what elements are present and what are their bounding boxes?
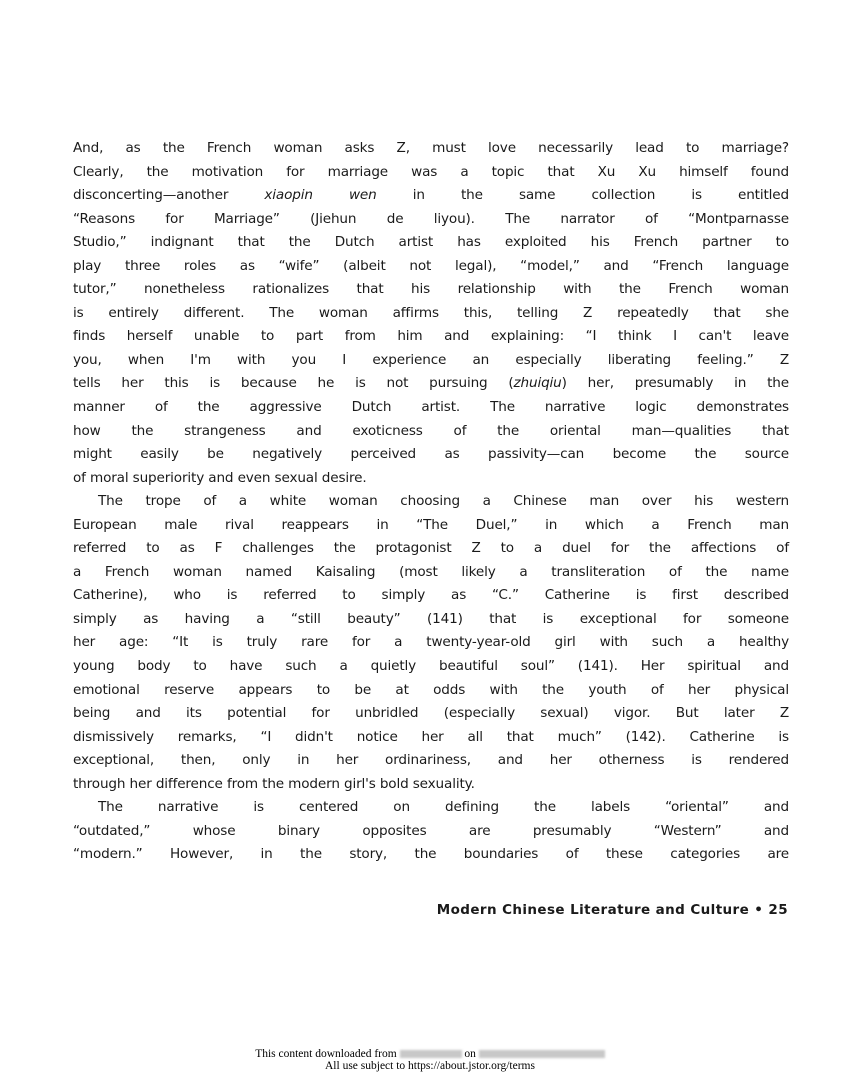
text-line — [73, 679, 789, 703]
text-line — [73, 749, 789, 773]
text-line-content: “Reasons for Marriage” (Jiehun de liyou). The narrator of “Montparnasse — [73, 210, 789, 227]
text-line-content: of moral superiority and even sexual desire. — [73, 469, 367, 486]
text-run: tells her this is because he is not pursuing ( — [73, 375, 514, 392]
text-line-content — [73, 184, 789, 208]
text-line-content: finds herself unable to part from him and explaining: “I think I can't leave — [73, 328, 789, 345]
text-line-content: Studio,” indignant that the Dutch artist has exploited his French partner to — [73, 234, 789, 251]
text-line-content: a French woman named Kaisaling (most likely a transliteration of the name — [73, 563, 789, 580]
text-line-content: you, when I'm with you I experience an especially liberating feeling.” Z — [73, 351, 789, 368]
text-line — [73, 631, 789, 655]
text-line-content: The narrative is centered on defining the labels “oriental” and — [98, 799, 789, 816]
text-line-content: exceptional, then, only in her ordinariness, and her otherness is rendered — [73, 752, 789, 769]
text-line — [73, 820, 789, 844]
text-line — [73, 420, 789, 444]
text-line-content: is entirely different. The woman affirms this, telling Z repeatedly that she — [73, 304, 789, 321]
text-line-content: through her difference from the modern girl's bold sexuality. — [73, 775, 475, 792]
text-run: in the same collection is entitled — [376, 187, 789, 204]
text-line — [73, 231, 789, 255]
text-line — [73, 490, 789, 514]
text-line-content: being and its potential for unbridled (especially sexual) vigor. But later Z — [73, 705, 789, 722]
italic-term: zhuiqiu — [513, 375, 562, 392]
text-line — [73, 467, 789, 491]
text-line — [73, 349, 789, 373]
body-text — [73, 137, 789, 867]
text-line — [73, 372, 789, 396]
text-run: ) her, presumably in the — [561, 375, 789, 392]
text-line-content: might easily be negatively perceived as passivity—can become the source — [73, 446, 789, 463]
text-run: disconcerting—another — [73, 187, 265, 204]
jstor-notice — [0, 1048, 860, 1072]
redacted-date — [479, 1050, 605, 1058]
redacted-ip — [400, 1050, 462, 1058]
text-line — [73, 161, 789, 185]
text-line-content: Catherine), who is referred to simply as “C.” Catherine is first described — [73, 587, 789, 604]
text-line — [73, 843, 789, 867]
text-line — [73, 726, 789, 750]
text-line — [73, 514, 789, 538]
text-line-content: tutor,” nonetheless rationalizes that his relationship with the French woman — [73, 281, 789, 298]
text-line — [73, 302, 789, 326]
text-line — [73, 702, 789, 726]
download-notice: This content downloaded from — [255, 1048, 397, 1060]
text-line-content: And, as the French woman asks Z, must love necessarily lead to marriage? — [73, 140, 789, 156]
text-line-content: simply as having a “still beauty” (141) that is exceptional for someone — [73, 610, 789, 627]
text-line — [73, 396, 789, 420]
download-on: on — [464, 1048, 476, 1060]
text-line-content: European male rival reappears in “The Duel,” in which a French man — [73, 516, 789, 533]
italic-term: xiaopin wen — [264, 187, 377, 204]
text-line — [73, 184, 789, 208]
text-line — [73, 537, 789, 561]
text-line — [73, 137, 789, 161]
text-line — [73, 443, 789, 467]
text-line-content: The trope of a white woman choosing a Chinese man over his western — [98, 493, 789, 510]
text-line — [73, 255, 789, 279]
text-line — [73, 561, 789, 585]
text-line — [73, 655, 789, 679]
text-line — [73, 325, 789, 349]
text-line-content: play three roles as “wife” (albeit not legal), “model,” and “French language — [73, 257, 789, 274]
text-line-content: manner of the aggressive Dutch artist. The narrative logic demonstrates — [73, 399, 789, 416]
text-line — [73, 278, 789, 302]
text-line — [73, 796, 789, 820]
text-line — [73, 773, 789, 797]
terms-link[interactable]: All use subject to https://about.jstor.org/terms — [325, 1060, 535, 1072]
text-line-content — [73, 372, 789, 396]
text-line — [73, 608, 789, 632]
running-footer: Modern Chinese Literature and Culture • 25 — [436, 902, 788, 918]
text-line-content: her age: “It is truly rare for a twenty-year-old girl with such a healthy — [73, 634, 789, 651]
text-line-content: dismissively remarks, “I didn't notice her all that much” (142). Catherine is — [73, 728, 789, 745]
text-line-content: “outdated,” whose binary opposites are presumably “Western” and — [73, 822, 789, 839]
text-line-content: Clearly, the motivation for marriage was a topic that Xu Xu himself found — [73, 163, 789, 180]
text-line-content: how the strangeness and exoticness of the oriental man—qualities that — [73, 422, 789, 439]
text-line-content: “modern.” However, in the story, the boundaries of these categories are — [73, 846, 789, 863]
text-line-content: young body to have such a quietly beautiful soul” (141). Her spiritual and — [73, 658, 789, 675]
text-line-content: emotional reserve appears to be at odds with the youth of her physical — [73, 681, 789, 698]
text-line-content: referred to as F challenges the protagonist Z to a duel for the affections of — [73, 540, 789, 557]
text-line — [73, 208, 789, 232]
text-line — [73, 584, 789, 608]
